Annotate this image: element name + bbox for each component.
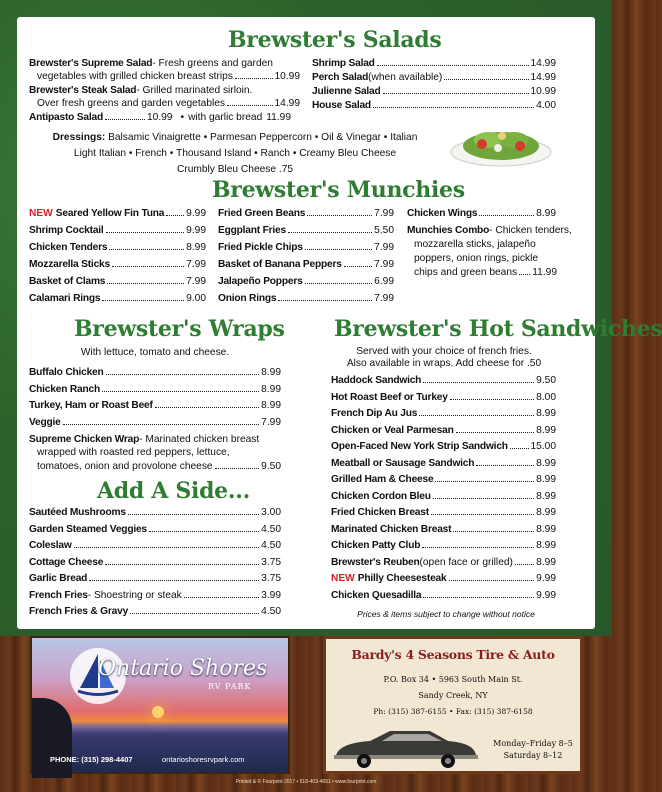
ontario-phone: PHONE: (315) 298-4407 <box>50 755 133 764</box>
item-price: 7.99 <box>186 276 206 287</box>
item-name: House Salad <box>312 100 371 111</box>
menu-item <box>29 366 281 379</box>
menu-item <box>29 605 281 618</box>
item-price: 8.99 <box>536 457 556 469</box>
item-price: 10.99 <box>530 86 556 97</box>
item-price: 9.99 <box>536 573 556 584</box>
item-price: 14.99 <box>530 72 556 83</box>
menu-item <box>218 224 394 237</box>
item-name: Chicken Tenders <box>29 242 108 253</box>
menu-item <box>331 506 556 519</box>
classic-car-image <box>330 725 480 769</box>
leader-dots <box>105 564 259 565</box>
munchies-title: Brewster's Munchies <box>212 177 465 203</box>
leader-dots <box>377 65 529 66</box>
menu-item <box>218 292 394 305</box>
item-price: 9.99 <box>536 589 556 601</box>
leader-dots <box>166 215 184 216</box>
leader-dots <box>102 391 259 392</box>
item-desc: (when available) <box>368 72 443 83</box>
menu-item <box>331 391 556 404</box>
item-price: 3.00 <box>261 507 281 518</box>
leader-dots <box>453 531 534 532</box>
item-name: Fried Pickle Chips <box>218 242 303 253</box>
bardys-hours: Saturday 8–12 <box>503 751 563 760</box>
menu-item <box>29 539 281 552</box>
menu-item <box>29 399 281 412</box>
menu-item <box>312 85 556 98</box>
item-price: 7.99 <box>374 293 394 304</box>
item-price: 5.50 <box>374 225 394 236</box>
item-price: 8.99 <box>536 208 556 219</box>
item-name: Philly Cheesesteak <box>357 573 447 584</box>
item-price: 8.00 <box>536 391 556 403</box>
item-price: 9.99 <box>186 225 206 236</box>
item-desc: with garlic bread <box>188 112 263 123</box>
menu-item <box>29 292 206 305</box>
item-price: 11.99 <box>532 267 557 278</box>
item-name: Cottage Cheese <box>29 556 104 568</box>
item-name: Seared Yellow Fin Tuna <box>55 208 165 219</box>
leader-dots <box>128 514 259 515</box>
new-badge: NEW <box>331 573 355 584</box>
ontario-shores-ad[interactable] <box>30 636 290 774</box>
leader-dots <box>422 547 534 548</box>
menu-item <box>312 71 556 84</box>
leader-dots <box>435 481 534 482</box>
item-price: 14.99 <box>530 58 556 69</box>
item-price: 15.00 <box>530 441 556 452</box>
menu-item <box>331 407 556 420</box>
item-price: 14.99 <box>274 98 300 109</box>
dressings-label: Dressings: <box>52 132 106 143</box>
item-name: Brewster's Supreme Salad <box>29 58 153 69</box>
item-price: 8.99 <box>536 408 556 419</box>
item-name: Perch Salad <box>312 72 369 83</box>
item-name: French Fries <box>29 589 88 601</box>
menu-item <box>407 224 572 237</box>
menu-item <box>29 57 304 70</box>
item-desc: chips and green beans <box>414 267 518 278</box>
bardys-city: Sandy Creek, NY <box>418 691 488 700</box>
menu-item <box>312 99 556 112</box>
item-name: French Fries & Gravy <box>29 606 129 617</box>
salad-photo <box>448 116 554 168</box>
item-price: 9.00 <box>186 293 206 304</box>
item-price: 4.00 <box>536 100 556 111</box>
item-price: 7.99 <box>374 208 394 219</box>
item-name: Shrimp Salad <box>312 58 375 69</box>
menu-item <box>331 556 556 569</box>
ontario-url[interactable]: ontarioshoresrvpark.com <box>162 755 245 764</box>
menu-item <box>331 473 556 486</box>
item-desc: - Fresh greens and garden <box>152 58 273 69</box>
ontario-logo-text: Ontario Shores <box>98 656 268 681</box>
item-price: 8.99 <box>536 523 556 535</box>
item-price: 8.99 <box>261 367 281 378</box>
leader-dots <box>149 531 259 532</box>
menu-item <box>331 539 556 552</box>
menu-item <box>29 506 281 519</box>
item-name: Onion Rings <box>218 293 277 304</box>
item-name: Mozzarella Sticks <box>29 259 110 270</box>
leader-dots <box>112 266 184 267</box>
item-price: 9.50 <box>536 375 556 386</box>
leader-dots <box>419 415 534 416</box>
leader-dots <box>431 514 534 515</box>
item-price: 8.99 <box>536 424 556 436</box>
item-name: Antipasto Salad <box>29 112 103 123</box>
item-price: 9.99 <box>186 208 206 219</box>
leader-dots <box>510 448 529 449</box>
new-badge: NEW <box>29 208 53 219</box>
item-name: Julienne Salad <box>312 86 381 97</box>
tree-silhouette <box>32 698 72 778</box>
wraps-title: Brewster's Wraps <box>74 316 285 342</box>
item-price: 4.50 <box>261 540 281 551</box>
item-price: 8.99 <box>536 507 556 518</box>
item-name: Open-Faced New York Strip Sandwich <box>331 441 508 452</box>
menu-item <box>29 433 259 446</box>
item-desc: mozzarella sticks, jalapeño <box>414 239 536 250</box>
item-desc: tomatoes, onion and provolone cheese <box>37 461 213 472</box>
item-price: 7.99 <box>261 416 281 428</box>
item-name: Basket of Banana Peppers <box>218 259 342 270</box>
dressings-line <box>30 131 440 144</box>
menu-item <box>407 207 556 220</box>
item-price: 4.50 <box>261 606 281 617</box>
item-price: 10.99 <box>274 71 300 82</box>
leader-dots <box>515 564 534 565</box>
menu-item-cont <box>414 266 557 279</box>
item-name: Basket of Clams <box>29 276 106 287</box>
item-desc: - Marinated chicken breast <box>139 434 260 445</box>
item-name: Buffalo Chicken <box>29 367 104 378</box>
menu-item <box>331 523 556 536</box>
item-name: Chicken Ranch <box>29 383 100 395</box>
item-name: Chicken Cordon Bleu <box>331 490 431 502</box>
item-price: 7.99 <box>186 259 206 270</box>
menu-item <box>331 440 556 453</box>
item-name: Eggplant Fries <box>218 225 286 236</box>
menu-item <box>218 207 394 220</box>
sandwiches-subtitle: Served with your choice of french fries. <box>356 346 532 357</box>
item-name: Brewster's Reuben <box>331 556 420 568</box>
menu-item <box>29 258 206 271</box>
item-name: Supreme Chicken Wrap <box>29 434 140 445</box>
item-price: 9.50 <box>261 461 281 472</box>
item-name: Calamari Rings <box>29 293 101 304</box>
menu-item <box>29 383 281 396</box>
item-name: Chicken Wings <box>407 208 478 219</box>
menu-item <box>29 275 206 288</box>
menu-item <box>29 572 281 585</box>
item-name: Grilled Ham & Cheese <box>331 474 434 485</box>
leader-dots <box>106 232 185 233</box>
item-name: Chicken or Veal Parmesan <box>331 424 454 436</box>
item-name: Hot Roast Beef or Turkey <box>331 391 448 403</box>
item-name: Coleslaw <box>29 540 72 551</box>
menu-item <box>29 241 206 254</box>
menu-item <box>29 207 206 220</box>
menu-item-cont <box>37 70 300 83</box>
item-name: Meatball or Sausage Sandwich <box>331 457 475 469</box>
item-desc: vegetables with grilled chicken breast strips <box>37 71 233 82</box>
leader-dots <box>107 283 184 284</box>
menu-item <box>29 523 281 536</box>
item-name: Fried Green Beans <box>218 208 306 219</box>
price-note: Prices & items subject to change without notice <box>357 609 535 619</box>
leader-dots <box>444 79 528 80</box>
leader-dots <box>383 93 529 94</box>
leader-dots <box>456 432 535 433</box>
leader-dots <box>184 597 259 598</box>
item-price: 8.99 <box>536 540 556 551</box>
leader-dots <box>63 424 260 425</box>
leader-dots <box>278 300 372 301</box>
item-name: French Dip Au Jus <box>331 408 418 419</box>
bardys-ad[interactable] <box>323 636 583 774</box>
leader-dots <box>74 547 260 548</box>
menu-item: Antipasto Salad 10.99 • with garlic bread 11.99 <box>29 112 291 123</box>
bardys-phones: Ph: (315) 387-6155 • Fax: (315) 387-6158 <box>373 707 533 716</box>
item-price: 8.99 <box>536 556 556 568</box>
item-price: 3.75 <box>261 556 281 568</box>
leader-dots <box>423 597 534 598</box>
item-name: Fried Chicken Breast <box>331 507 429 518</box>
menu-item <box>218 275 394 288</box>
item-desc: poppers, onion rings, pickle <box>414 253 539 264</box>
item-price: 11.99 <box>266 112 291 123</box>
menu-item <box>29 556 281 569</box>
item-name: Sautéed Mushrooms <box>29 507 126 518</box>
item-name: Marinated Chicken Breast <box>331 523 452 535</box>
leader-dots <box>106 374 260 375</box>
item-price: 10.99 <box>146 112 173 123</box>
item-desc: wrapped with roasted red peppers, lettuce, <box>37 447 230 458</box>
printer-credit: Printed & © Fourprint 2017 • 518-403-4651 • www.fourprint.com <box>235 779 377 785</box>
item-name: Haddock Sandwich <box>331 375 422 386</box>
salads-title: Brewster's Salads <box>228 27 442 53</box>
menu-item <box>29 589 281 602</box>
menu-item <box>312 57 556 70</box>
item-name: Garlic Bread <box>29 573 88 584</box>
leader-dots <box>307 215 372 216</box>
item-name: Munchies Combo <box>407 225 490 236</box>
leader-dots <box>305 249 372 250</box>
bardys-address: P.O. Box 34 • 5963 South Main St. <box>383 675 523 684</box>
item-desc: - Chicken tenders, <box>489 225 572 236</box>
menu-item <box>331 589 556 602</box>
menu-item <box>218 241 394 254</box>
sandwiches-title: Brewster's Hot Sandwiches <box>334 316 662 342</box>
item-price: 8.99 <box>536 490 556 502</box>
item-name: Jalapeño Poppers <box>218 276 303 287</box>
sides-title: Add A Side... <box>97 478 250 504</box>
item-price: 8.99 <box>536 474 556 485</box>
leader-dots <box>373 107 534 108</box>
leader-dots <box>449 580 535 581</box>
menu-item <box>218 258 394 271</box>
menu-item <box>29 224 206 237</box>
item-price: 7.99 <box>374 242 394 253</box>
leader-dots <box>450 399 534 400</box>
item-name: Chicken Patty Club <box>331 540 421 551</box>
leader-dots <box>89 580 259 581</box>
item-price: 8.99 <box>186 242 206 253</box>
item-desc: Over fresh greens and garden vegetables <box>37 98 226 109</box>
menu-item <box>331 572 556 585</box>
leader-dots <box>476 465 534 466</box>
menu-item <box>29 84 304 97</box>
menu-item <box>331 457 556 470</box>
leader-dots <box>155 407 259 408</box>
ontario-logo-sub: RV PARK <box>208 682 252 691</box>
menu-item <box>331 374 556 387</box>
item-price: 3.99 <box>261 589 281 601</box>
item-price: 8.99 <box>261 383 281 395</box>
item-desc: - Shoestring or steak <box>87 589 182 601</box>
bardys-hours: Monday–Friday 8–5 <box>493 739 573 748</box>
item-name: Garden Steamed Veggies <box>29 523 147 535</box>
leader-dots <box>288 232 372 233</box>
leader-dots <box>433 498 534 499</box>
menu-item <box>29 416 281 429</box>
menu-item-cont <box>37 460 281 473</box>
item-price: 8.99 <box>261 400 281 411</box>
leader-dots <box>109 249 184 250</box>
leader-dots <box>130 613 259 614</box>
menu-item-cont <box>37 97 300 110</box>
item-desc: (open face or grilled) <box>419 556 513 568</box>
dressings-text: Balsamic Vinaigrette • Parmesan Peppercorn • Oil & Vinegar • Italian <box>105 132 418 143</box>
wraps-subtitle: With lettuce, tomato and cheese. <box>80 347 230 358</box>
item-name: Chicken Quesadilla <box>331 589 422 601</box>
item-name: Turkey, Ham or Roast Beef <box>29 400 153 411</box>
menu-item <box>331 424 556 437</box>
bardys-name: Bardy's 4 Seasons Tire & Auto <box>351 647 555 662</box>
item-price: 6.99 <box>374 276 394 287</box>
item-price: 4.50 <box>261 523 281 535</box>
dressings-line: Crumbly Bleu Cheese .75 <box>176 164 294 175</box>
item-name: Shrimp Cocktail <box>29 225 104 236</box>
item-name: Veggie <box>29 416 61 428</box>
menu-item <box>331 490 556 503</box>
sunset-sun <box>152 706 164 718</box>
dressings-line: Light Italian • French • Thousand Island • Ranch • Creamy Bleu Cheese <box>73 148 397 159</box>
sandwiches-subtitle: Also available in wraps. Add cheese for .50 <box>346 358 542 369</box>
leader-dots <box>344 266 372 267</box>
item-price: 3.75 <box>261 573 281 584</box>
item-name: Brewster's Steak Salad <box>29 85 137 96</box>
leader-dots <box>102 300 184 301</box>
leader-dots <box>423 382 534 383</box>
leader-dots <box>305 283 373 284</box>
item-desc: - Grilled marinated sirloin. <box>136 85 253 96</box>
item-price: 7.99 <box>374 259 394 270</box>
